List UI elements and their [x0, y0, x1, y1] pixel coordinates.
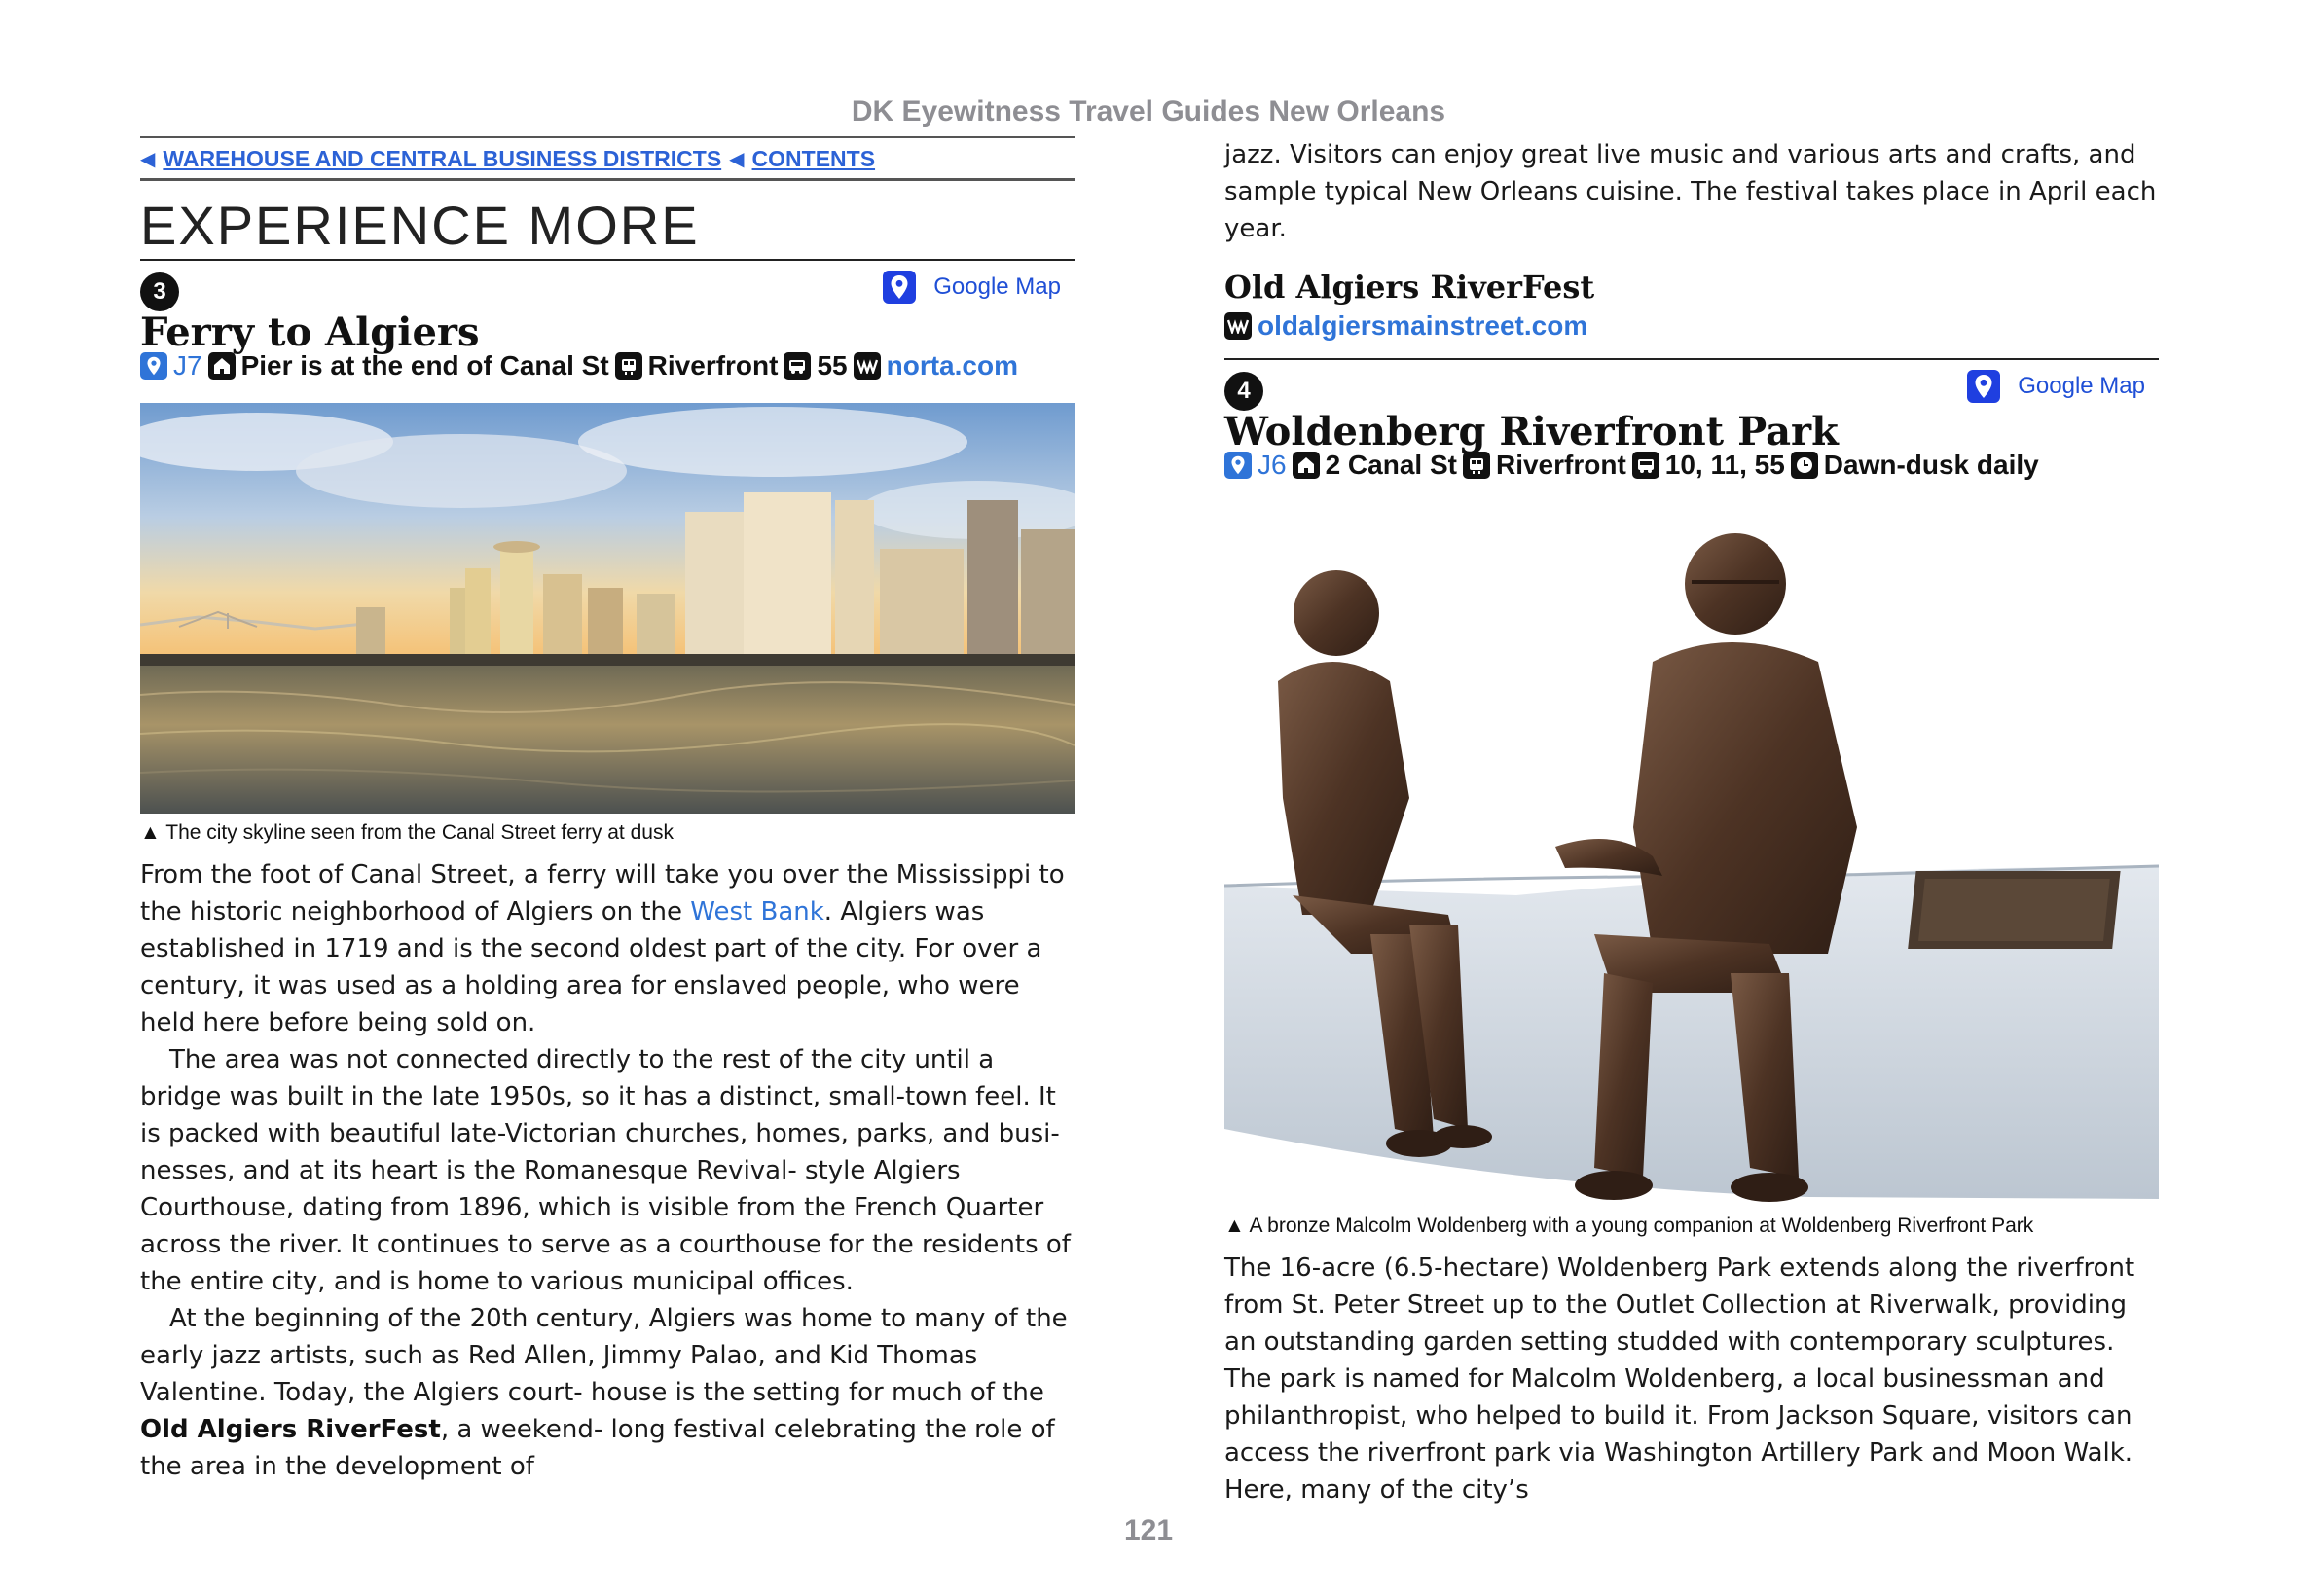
- divider: [1224, 358, 2159, 360]
- map-pin-icon: [883, 271, 916, 304]
- entry-number-badge: 3: [140, 272, 179, 311]
- body-paragraph-continued: jazz. Visitors can enjoy great live music and various arts and crafts, and sample typical New Orleans cuisine. The festival takes place in April each year.: [1224, 140, 2157, 243]
- riverfest-website-link[interactable]: oldalgiersmainstreet.com: [1258, 310, 1588, 341]
- entry-body: [1224, 1250, 2159, 1508]
- left-column: [140, 136, 1075, 1485]
- website-link[interactable]: norta.com: [886, 350, 1018, 381]
- entry-number-badge: 4: [1224, 372, 1263, 411]
- streetcar-icon: [1463, 452, 1490, 479]
- address: 2 Canal St: [1325, 450, 1457, 480]
- website-icon: [854, 352, 881, 380]
- bus-icon: [1632, 452, 1659, 479]
- bus-icon: [784, 352, 811, 380]
- streetcar-stop: Riverfront: [1495, 450, 1626, 480]
- body-paragraph: The 16-acre (6.5-hectare) Woldenberg Park extends along the riverfront from St. Peter Street up to the Outlet Collection at Riverwalk, providing an outstanding garden setting studded with contemporary sculptures. The park is named for Malcolm Woldenberg, a local businessman and philanthropist, who helped to build it. From Jackson Square, visitors can access the riverfront park via Washington Artillery Park and Moon Walk. Here, many of the city’s: [1224, 1253, 2135, 1505]
- body-paragraph: From the foot of Canal Street, a ferry will take you over the Mississippi to the historic neighborhood of Algiers on the West Bank. Algiers was established in 1719 and is the second oldest part of the city. For over a century, it was used as a holding area for enslaved people, who were held here before being sold on.: [140, 860, 1065, 1037]
- entry-title: Woldenberg Riverfront Park: [1224, 409, 1839, 454]
- address: Pier is at the end of Canal St: [240, 350, 609, 381]
- google-map-label: Google Map: [2018, 373, 2145, 399]
- opening-hours: Dawn-dusk daily: [1823, 450, 2039, 480]
- ferry-skyline-photo: [140, 403, 1075, 814]
- streetcar-icon: [615, 352, 642, 380]
- clock-icon: [1791, 452, 1818, 479]
- page-number: 121: [1123, 1514, 1174, 1546]
- entry-header: [1224, 370, 2159, 454]
- map-pin-icon: [1967, 370, 2000, 403]
- body-paragraph: The area was not connected directly to the rest of the city until a bridge was built in the late 1950s, so it has a distinct, small-town feel. It is packed with beautiful late-Victorian churches, homes, parks, and busi-nesses, and at its heart is the Romanesque Revival- style Algiers Courthouse, dating from 1896, which is visible from the French Quarter across the river. It continues to serve as a courthouse for the residents of the entire city, and is home to various municipal offices.: [140, 1045, 1071, 1296]
- back-arrow-icon: ◀: [729, 149, 745, 170]
- right-column: [1224, 136, 2159, 1508]
- photo-caption: ▲ A bronze Malcolm Woldenberg with a young companion at Woldenberg Riverfront Park: [1224, 1215, 2034, 1237]
- entry-title: Ferry to Algiers: [140, 309, 480, 355]
- riverfest-mention: Old Algiers RiverFest: [140, 1415, 441, 1444]
- breadcrumb-contents-link[interactable]: CONTENTS: [751, 146, 876, 171]
- breadcrumb-section-link[interactable]: WAREHOUSE AND CENTRAL BUSINESS DISTRICTS: [163, 146, 722, 171]
- website-icon: [1224, 312, 1252, 340]
- riverfest-heading: Old Algiers RiverFest: [1224, 269, 1595, 306]
- entry-body: [140, 856, 1075, 1485]
- map-pin-icon: [140, 352, 167, 380]
- grid-reference[interactable]: J7: [173, 350, 202, 381]
- section-title: EXPERIENCE MORE: [140, 191, 1075, 261]
- bus-routes: 10, 11, 55: [1664, 450, 1785, 480]
- photo-caption: ▲ The city skyline seen from the Canal Street ferry at dusk: [140, 821, 674, 844]
- streetcar-stop: Riverfront: [647, 350, 779, 381]
- entry-header: [140, 271, 1075, 355]
- woldenberg-statue-photo: [1224, 506, 2159, 1207]
- west-bank-link[interactable]: West Bank: [690, 897, 824, 926]
- book-title: DK Eyewitness Travel Guides New Orleans: [851, 95, 1446, 127]
- bus-routes: 55: [817, 350, 848, 381]
- back-arrow-icon: ◀: [140, 149, 156, 170]
- google-map-label: Google Map: [933, 273, 1061, 300]
- google-map-link[interactable]: [883, 271, 1061, 304]
- body-paragraph: At the beginning of the 20th century, Algiers was home to many of the early jazz artists, such as Red Allen, Jimmy Palao, and Kid Thomas Valentine. Today, the Algiers court- house is the setting for much of the Old Algiers RiverFest, a weekend- long festival celebrating the role of the area in the development of: [140, 1304, 1068, 1481]
- home-icon: [208, 352, 236, 380]
- riverfest-website-row: [1224, 308, 2159, 345]
- map-pin-icon: [1224, 452, 1252, 479]
- google-map-link[interactable]: [1967, 370, 2145, 403]
- breadcrumb: [140, 136, 1075, 181]
- home-icon: [1293, 452, 1320, 479]
- grid-reference[interactable]: J6: [1258, 450, 1287, 480]
